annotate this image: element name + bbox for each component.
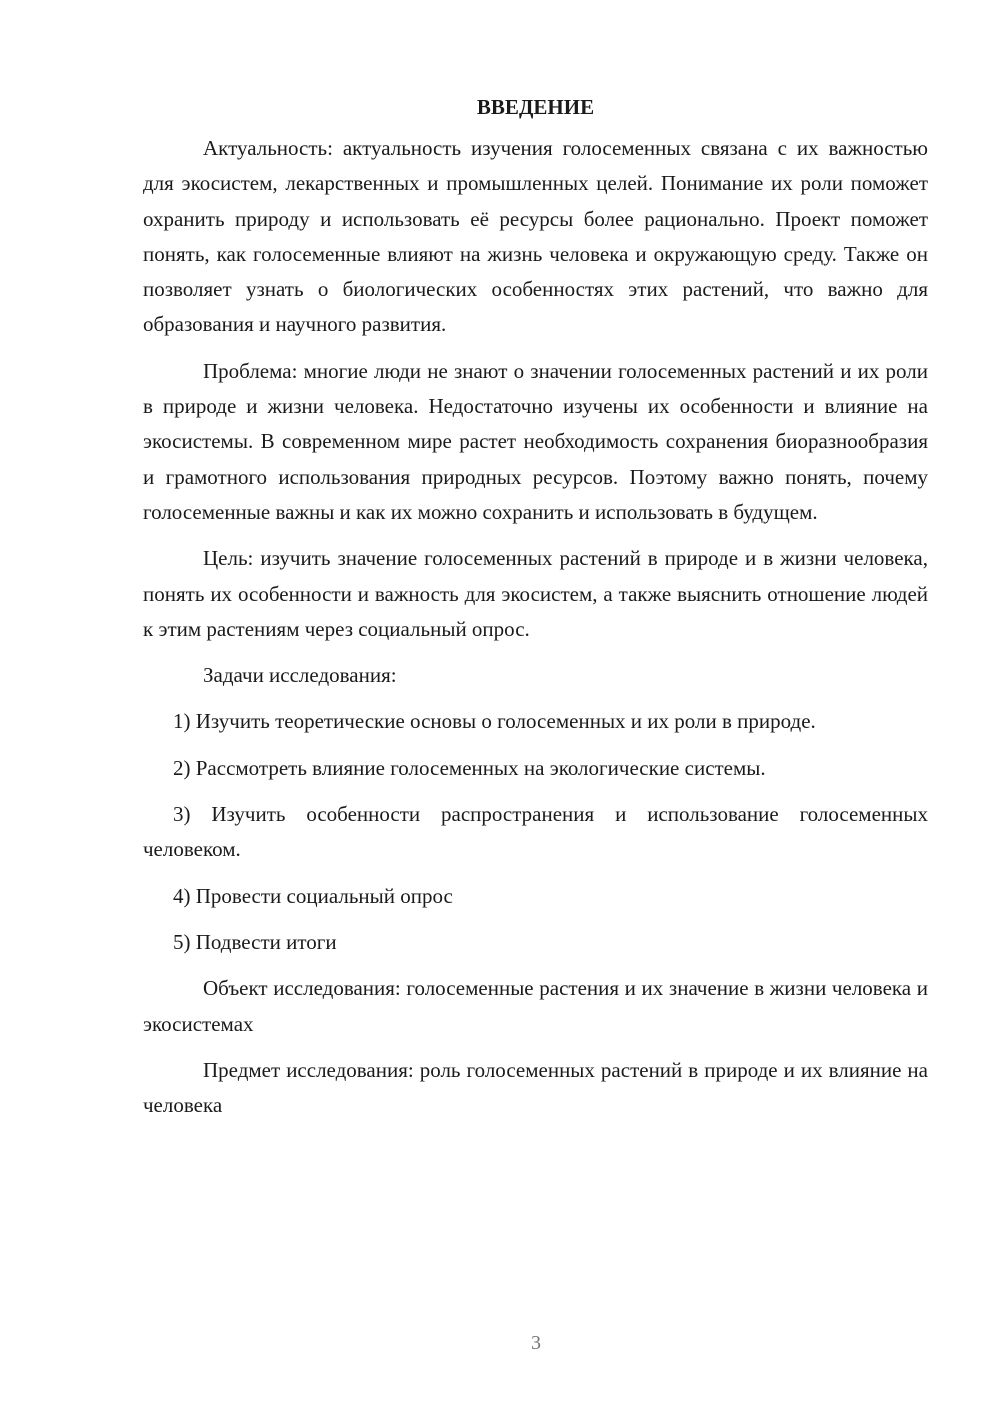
task-item-2: 2) Рассмотреть влияние голосеменных на экологические системы. (173, 755, 766, 780)
task-item-3: 3) Изучить особенности распространения и использование голосеменных человеком. (143, 802, 928, 862)
tasks-heading: Задачи исследования: (203, 663, 397, 688)
task-item-5: 5) Подвести итоги (173, 929, 337, 954)
problem-paragraph: Проблема: многие люди не знают о значении голосеменных растений и их роли в природе и жизни человека. Недостаточно изучены их особенности и влияние на экосистемы. В современном мире растет необходимость сохранения биоразнообразия и грамотного использования природных ресурсов. Поэтому важно понять, почему голосеменные важны и как их можно сохранить и использовать в будущем. (143, 358, 928, 524)
document-page (143, 90, 928, 1134)
subject-paragraph: Предмет исследования: роль голосеменных растений в природе и их влияние на человека (143, 1057, 928, 1118)
page-title: ВВЕДЕНИЕ (476, 95, 595, 119)
object-paragraph: Объект исследования: голосеменные растения и их значение в жизни человека и экосистемах (143, 976, 928, 1036)
task-item-1: 1) Изучить теоретические основы о голосеменных и их роли в природе. (173, 709, 816, 734)
goal-paragraph: Цель: изучить значение голосеменных растений в природе и в жизни человека, понять их особенности и важность для экосистем, а также выяснить отношение людей к этим растениям через социальный опрос. (143, 546, 928, 641)
task-item-4: 4) Провести социальный опрос (173, 883, 453, 908)
page-number: 3 (531, 1332, 541, 1354)
relevance-paragraph: Актуальность: актуальность изучения голосеменных связана с их важностью для экосистем, лекарственных и промышленных целей. Понимание их роли поможет охранить природу и использовать её ресурсы более рационально. Проект поможет понять, как голосеменные влияют на жизнь человека и окружающую среду. Также он позволяет узнать о биологических особенностях этих растений, что важно для образования и научного развития. (143, 136, 928, 337)
